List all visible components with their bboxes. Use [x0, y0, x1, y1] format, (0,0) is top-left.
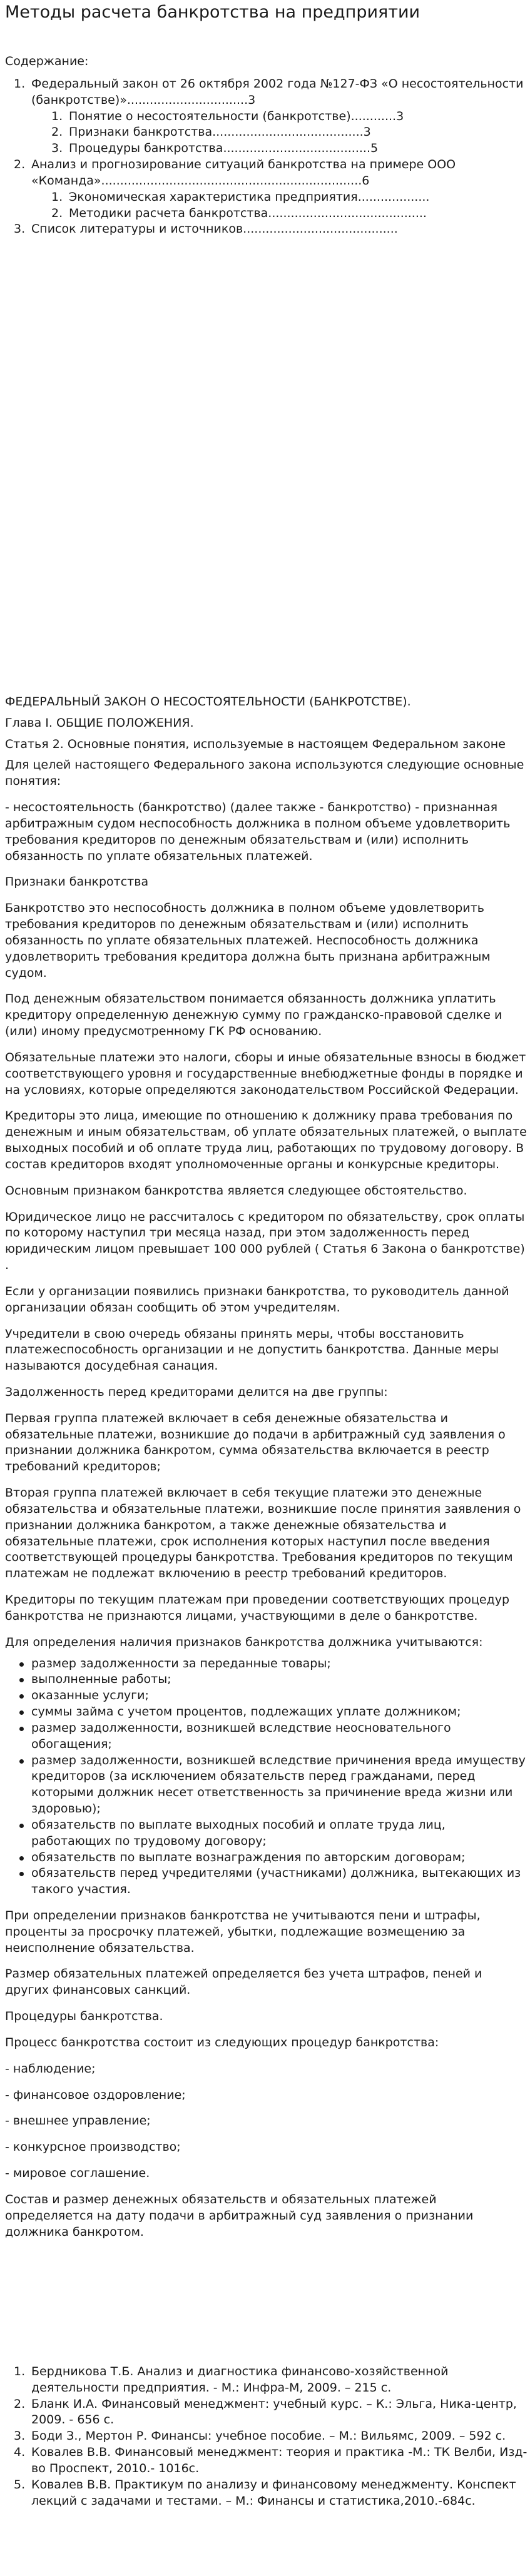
paragraph: Кредиторы это лица, имеющие по отношению к должнику права требования по денежным и иным обязательствам, об уплате обязательных платежей, о выплате выходных пособий и об оплате труда лиц, работающих по трудовому договору. В состав кредиторов входят уполномоченные органы и конкурсные кредиторы.	[5, 1109, 527, 1171]
list-item: суммы займа с учетом процентов, подлежащих уплате должником;	[5, 1704, 527, 1720]
toc-heading: Содержание:	[5, 54, 89, 68]
list-item: обязательств перед учредителями (участниками) должника, вытекающих из такого участия.	[5, 1866, 527, 1898]
procedure-item: - конкурсное производство;	[5, 2140, 181, 2154]
article-heading: Статья 2. Основные понятия, используемые в настоящем Федеральном законе	[5, 737, 506, 751]
section-heading: Процедуры банкротства.	[5, 2009, 163, 2024]
reference-number: 3.	[14, 2429, 26, 2443]
toc-item-number: 3.	[14, 222, 26, 236]
toc-item-text: Экономическая характеристика предприятия...................	[69, 189, 430, 204]
paragraph: Основным признаком банкротства является следующее обстоятельство.	[5, 1183, 467, 1198]
procedure-item: - внешнее управление;	[5, 2114, 151, 2128]
reference-item	[5, 2428, 527, 2445]
list-item: обязательств по выплате вознаграждения по авторским договорам;	[5, 1850, 527, 1866]
reference-text: Боди З., Мертон Р. Финансы: учебное пособие. – М.: Вильямс, 2009. – 592 с.	[31, 2429, 506, 2443]
toc-item-text: Методики расчета банкротства..........................................	[69, 206, 427, 220]
reference-number: 4.	[14, 2445, 26, 2460]
paragraph: - несостоятельность (банкротство) (далее также - банкротство) - признанная арбитражным судом неспособность должника в полном объеме удовлетворить требования кредиторов по денежным обязательствам и (или) исполнить обязанность по уплате обязательных платежей.	[5, 801, 511, 863]
paragraph: Если у организации появились признаки банкротства, то руководитель данной организации обязан сообщить об этом учредителям.	[5, 1284, 509, 1315]
list-item: размер задолженности за переданные товары;	[5, 1656, 527, 1672]
list-item: размер задолженности, возникшей вследствие неосновательного обогащения;	[5, 1720, 527, 1753]
list-item: оказанные услуги;	[5, 1688, 527, 1704]
toc-item-text: Федеральный закон от 26 октября 2002 года №127-ФЗ «О несостоятельности (банкротстве)»................................3	[31, 77, 524, 107]
toc-item-number: 2.	[51, 206, 63, 220]
paragraph: При определении признаков банкротства не учитываются пени и штрафы, проценты за просрочку платежей, убытки, подлежащие возмещению за неисполнение обязательства.	[5, 1909, 481, 1955]
paragraph: Вторая группа платежей включает в себя текущие платежи это денежные обязательства и обязательные платежи, возникшие после принятия заявления о признании должника банкротом, а также денежные обязательства и обязательные платежи, срок исполнения которых наступил после введения соответствующей процедуры банкротства. Требования кредиторов по текущим платежам не подлежат включению в реестр требований кредиторов.	[5, 1486, 521, 1581]
bullet-list	[5, 1656, 527, 1898]
reference-text: Бланк И.А. Финансовый менеджмент: учебный курс. – К.: Эльга, Ника-центр, 2009. - 656 с.	[31, 2397, 517, 2427]
toc-item	[5, 76, 524, 109]
reference-item	[5, 2397, 527, 2429]
reference-item	[5, 2477, 527, 2510]
paragraph: Для определения наличия признаков банкротства должника учитываются:	[5, 1635, 483, 1649]
paragraph: Банкротство это неспособность должника в полном объеме удовлетворить требования кредиторов по денежным обязательствам и (или) исполнить обязанность по уплате обязательных платежей. Неспособность должника удовлетворить требования кредитора должна быть признана арбитражным судом.	[5, 901, 491, 980]
reference-number: 1.	[14, 2365, 26, 2378]
procedure-item: - наблюдение;	[5, 2061, 96, 2076]
toc-subitem	[5, 109, 524, 125]
reference-text: Бердникова Т.Б. Анализ и диагностика финансово-хозяйственной деятельности предприятия. - М.: Инфра-М, 2009. – 215 с.	[31, 2365, 449, 2395]
toc-item-text: Процедуры банкротства.......................................5	[69, 141, 379, 156]
toc-item-number: 1.	[51, 189, 63, 204]
toc-subitem	[5, 189, 524, 206]
list-item: размер задолженности, возникшей вследствие причинения вреда имуществу кредиторов (за исключением обязательств перед гражданами, перед которыми должник несет ответственность за причинение вреда жизни или здоровью);	[5, 1753, 527, 1817]
document-body	[5, 694, 527, 2250]
paragraph: Размер обязательных платежей определяется без учета штрафов, пеней и других финансовых санкций.	[5, 1967, 482, 1998]
toc-item-text: Понятие о несостоятельности (банкротстве)............3	[69, 109, 404, 123]
toc-subitem	[5, 206, 524, 222]
toc-item	[5, 221, 524, 238]
paragraph: Задолженность перед кредиторами делится на две группы:	[5, 1385, 388, 1399]
page-title: Методы расчета банкротства на предприятии	[5, 3, 420, 22]
procedure-item: - финансовое оздоровление;	[5, 2088, 186, 2102]
law-title: ФЕДЕРАЛЬНЫЙ ЗАКОН О НЕСОСТОЯТЕЛЬНОСТИ (БАНКРОТСТВЕ).	[5, 695, 411, 709]
toc-item	[5, 157, 524, 189]
paragraph: Кредиторы по текущим платежам при проведении соответствующих процедур банкротства не признаются лицами, участвующими в деле о банкротстве.	[5, 1593, 510, 1623]
paragraph: Юридическое лицо не рассчиталось с кредитором по обязательству, срок оплаты по которому наступил три месяца назад, при этом задолженность перед юридическим лицом превышает 100 000 рублей ( Статья 6 Закона о банкротстве) .	[5, 1210, 525, 1273]
toc-item-text: Признаки банкротства........................................3	[69, 125, 371, 139]
list-item: обязательств по выплате выходных пособий и оплате труда лиц, работающих по трудовому договору;	[5, 1817, 527, 1850]
paragraph: Под денежным обязательством понимается обязанность должника уплатить кредитору определенную денежную сумму по гражданско-правовой сделке и (или) иному предусмотренному ГК РФ основанию.	[5, 992, 502, 1039]
toc-item-text: Анализ и прогнозирование ситуаций банкротства на примере ООО «Команда».....................................................................6	[31, 158, 456, 188]
toc-item-text: Список литературы и источников.........................................	[31, 222, 398, 236]
list-item: выполненные работы;	[5, 1672, 527, 1688]
toc-item-number: 3.	[51, 141, 63, 156]
reference-number: 2.	[14, 2397, 26, 2411]
paragraph: Для целей настоящего Федерального закона используются следующие основные понятия:	[5, 758, 524, 789]
reference-text: Ковалев В.В. Финансовый менеджмент: теория и практика -М.: ТК Велби, Изд-во Проспект, 2010.- 1016с.	[31, 2445, 527, 2475]
paragraph: Учредители в свою очередь обязаны принять меры, чтобы восстановить платежеспособность организации и не допустить банкротства. Данные меры называются досудебная санация.	[5, 1326, 499, 1373]
paragraph: Состав и размер денежных обязательств и обязательных платежей определяется на дату подачи в арбитражный суд заявления о признании должника банкротом.	[5, 2192, 474, 2239]
table-of-contents	[5, 76, 524, 238]
reference-number: 5.	[14, 2477, 26, 2492]
toc-subitem	[5, 124, 524, 141]
paragraph: Первая группа платежей включает в себя денежные обязательства и обязательные платежи, возникшие до подачи в арбитражный суд заявления о признании должника банкротом, сумма обязательства включается в реестр требований кредиторов;	[5, 1411, 506, 1474]
references-list	[5, 2364, 527, 2509]
chapter-heading: Глава I. ОБЩИЕ ПОЛОЖЕНИЯ.	[5, 715, 194, 730]
paragraph: Процесс банкротства состоит из следующих процедур банкротства:	[5, 2035, 439, 2049]
toc-item-number: 1.	[51, 109, 63, 123]
paragraph: Обязательные платежи это налоги, сборы и иные обязательные взносы в бюджет соответствующего уровня и государственные внебюджетные фонды в порядке и на условиях, которые определяются законодательством Российской Федерации.	[5, 1050, 526, 1097]
toc-subitem	[5, 141, 524, 157]
reference-item	[5, 2445, 527, 2477]
toc-item-number: 1.	[14, 77, 26, 91]
section-heading: Признаки банкротства	[5, 875, 149, 889]
reference-item	[5, 2364, 527, 2397]
toc-item-number: 2.	[14, 158, 26, 172]
toc-item-number: 2.	[51, 125, 63, 139]
reference-text: Ковалев В.В. Практикум по анализу и финансовому менеджменту. Конспект лекций с задачами и тестами. – М.: Финансы и статистика,2010.-684с.	[31, 2477, 516, 2508]
procedure-item: - мировое соглашение.	[5, 2166, 150, 2181]
